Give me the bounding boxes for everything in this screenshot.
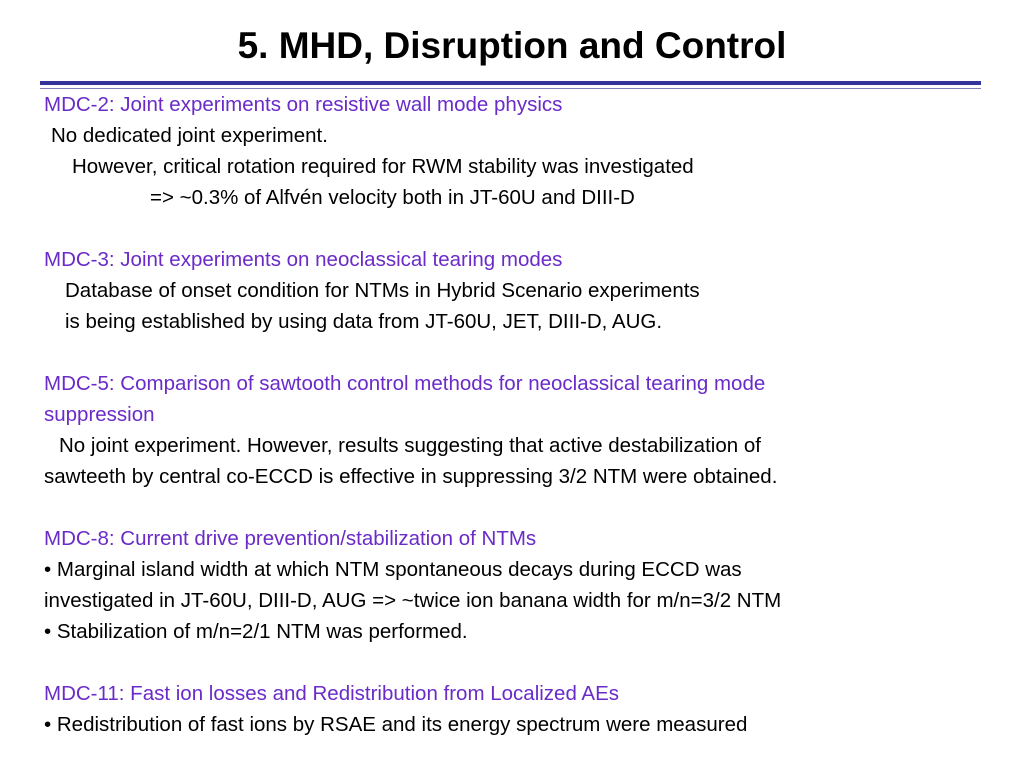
body-line: is being established by using data from JT-60U, JET, DIII-D, AUG.	[65, 310, 663, 333]
section-heading: MDC-11: Fast ion losses and Redistribution from Localized AEs	[44, 682, 620, 705]
section-spacer	[44, 337, 1004, 368]
bullet-line: • Marginal island width at which NTM spontaneous decays during ECCD was	[44, 558, 742, 581]
body-line: No dedicated joint experiment.	[51, 124, 328, 147]
title-divider-thick	[40, 81, 981, 85]
section-mdc-3	[44, 244, 1004, 337]
section-mdc-8	[44, 523, 1004, 647]
body-line: No joint experiment. However, results suggesting that active destabilization of	[59, 434, 761, 457]
section-mdc-2	[44, 89, 1004, 213]
section-heading: MDC-2: Joint experiments on resistive wall mode physics	[44, 93, 563, 116]
slide-body	[44, 89, 1004, 740]
body-line: However, critical rotation required for RWM stability was investigated	[72, 155, 694, 178]
slide-title: 5. MHD, Disruption and Control	[237, 25, 787, 66]
body-line: sawteeth by central co-ECCD is effective in suppressing 3/2 NTM were obtained.	[44, 465, 778, 488]
body-line: => ~0.3% of Alfvén velocity both in JT-60U and DIII-D	[150, 186, 635, 209]
section-mdc-5	[44, 368, 1004, 492]
section-spacer	[44, 647, 1004, 678]
section-heading: MDC-3: Joint experiments on neoclassical tearing modes	[44, 248, 563, 271]
section-spacer	[44, 213, 1004, 244]
section-mdc-11	[44, 678, 1004, 740]
section-heading: MDC-5: Comparison of sawtooth control methods for neoclassical tearing mode	[44, 372, 766, 395]
body-line: investigated in JT-60U, DIII-D, AUG => ~twice ion banana width for m/n=3/2 NTM	[44, 589, 782, 612]
section-heading: MDC-8: Current drive prevention/stabilization of NTMs	[44, 527, 537, 550]
bullet-line: • Stabilization of m/n=2/1 NTM was performed.	[44, 620, 468, 643]
section-heading-continued: suppression	[44, 403, 155, 426]
bullet-line: • Redistribution of fast ions by RSAE and its energy spectrum were measured	[44, 713, 748, 736]
body-line: Database of onset condition for NTMs in Hybrid Scenario experiments	[65, 279, 700, 302]
section-spacer	[44, 492, 1004, 523]
